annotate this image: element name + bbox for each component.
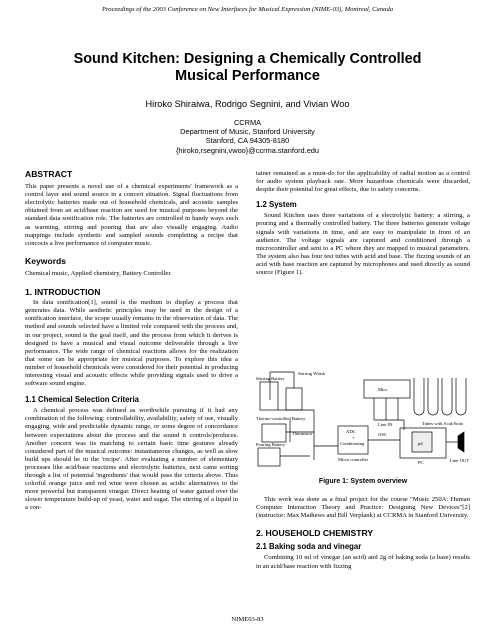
fig-label-micro: Micro controller	[338, 457, 369, 462]
fig-label-conditioning: Conditioning	[340, 441, 365, 446]
fig-label-linein: Line IN	[378, 422, 393, 427]
fig-label-pd: pd	[418, 441, 423, 446]
fig-label-lineout: Line OUT	[450, 458, 470, 463]
paper-title	[40, 51, 455, 85]
col2-after-fig-text: This work was done as a final project for the course "Music 250A: Human Computer Interaction Theory and Practice: Designing New Devices"[2] (instructor: Max Mathews and Bill Verplank) at CCRMA in Stanford University.	[256, 496, 470, 520]
col2-top-text: tainer remained as a must-do for the applicability of radial motion as a control for audio system playback rate. More hazardous chemicals were discarded, despite their potential for great effects, due to safety concerns.	[256, 170, 470, 194]
fig-label-tubes: Tubes with Acid/Soda	[422, 421, 463, 426]
figure-caption: Figure 1: System overview	[318, 478, 408, 485]
affil-email: {hiroko,rsegnini,vwoo}@ccrma.stanford.edu	[175, 145, 320, 155]
proceedings-header: Proceedings of the 2003 Conference on New Interfaces for Musical Expression (NIME-03), Montreal, Canada	[101, 6, 394, 13]
pouring-battery-shape	[258, 448, 280, 466]
abstract-text: This paper presents a novel use of a chemical experiments' framework as a control layer and sound source in a concert situation. Signal fluctuations from electrolytic batteries made out of household chemicals, and acoustic samples obtained from an acid/base reaction are used for musical purposes beyond the standard data sonification role. The batteries are controlled in handy ways such as warming, stirring and pouring that are also visually engaging. Audio mappings include synthetic and sampled sounds completing a recipe that concocts a live performance of computer music.	[25, 183, 238, 247]
fig-label-pc: PC	[418, 460, 424, 465]
fig-label-whisk: Stirring Whisk	[298, 371, 326, 376]
keywords-heading: Keywords	[25, 255, 67, 266]
test-tube-4	[456, 378, 466, 415]
fig-label-adc: ADC	[346, 429, 356, 434]
authors: Hiroko Shiraiwa, Rodrigo Segnini, and Vivian Woo	[145, 99, 350, 109]
sec12-text: Sound Kitchen uses three variations of a electrolytic battery: a stirring, a pouring and a thermally controlled battery. The three batteries generate voltage signals with variations in time, and are easy to manipulate in front of an audience. The voltage signals are captured and conditioned through a microcontroller and sent to a PC where they are mapped to musical parameters. The system also has four test tubes with acid and base. The fizzing sounds of an acid with base reaction are captured by microphones and used directly as sound source (Figure 1).	[256, 212, 470, 277]
system-overview-figure	[254, 370, 472, 470]
affiliation	[0, 118, 495, 155]
affil-group: CCRMA	[233, 118, 262, 127]
test-tube-1	[414, 378, 424, 415]
sec12-heading: 1.2 System	[256, 200, 297, 210]
sec11-text: A chemical process was defined as worthwhile pursuing if it had any combination of the following: controllability, availability, safety of use, visually engaging, wide and predictable dynamic range, or some degree of concordance between expectations about the process and the sound it controls/produces. Another concern was its matching to certain basic time gestures already considered part of the musical outcome: instantaneous changes, as well as slow build ups should be in the 'recipe'. After evaluating a number of elementary processes like acid/base reactions and electrolytic batteries, next came sorting through a list of potential 'ingredients' that would pass the criteria above. Thus colorful orange juice and red wine were chosen as acidic alternatives to the more powerful but transparent vinegar. Direct heating of water gained over the slower temperature build-up of yeast, water and sugar. The stirring of a liquid in a con-	[25, 407, 238, 512]
sec21-text: Combining 10 ml of vinegar (an acid) and 2g of baking soda (a base) results in an acid/base reaction with fizzing	[256, 554, 470, 570]
fig-label-plus: +	[352, 435, 355, 440]
affil-address: Stanford, CA 94305-8180	[205, 136, 290, 146]
intro-heading: 1. INTRODUCTION	[25, 287, 101, 298]
speaker-icon	[458, 432, 464, 452]
title-line-2: Musical Performance	[175, 68, 320, 84]
sec2-heading: 2. HOUSEHOLD CHEMISTRY	[256, 528, 374, 539]
sec21-heading: 2.1 Baking soda and vinegar	[256, 542, 362, 552]
right-column-top	[256, 170, 470, 277]
title-line-1: Sound Kitchen: Designing a Chemically Controlled	[73, 51, 422, 67]
left-column	[25, 170, 238, 512]
fig-label-thermistor: Thermistor	[292, 431, 313, 436]
page-footer: NIME03-83	[231, 616, 264, 623]
fig-label-thermo: Thermo-controlled Battery	[256, 416, 306, 421]
test-tube-3	[442, 378, 452, 415]
fig-label-stirring: Stirring Battery	[256, 376, 285, 381]
right-column-bottom	[256, 496, 470, 571]
intro-text: In data sonification[1], sound is the medium to display a process that generates data. While aesthetic principles may be used in the design of a sonification interface, the scope usually remains in the observation of data. The method and sounds selected have a limited role compared with the process and, in our project, sound is the goal itself, and the process from which it derives is designed to have a musical and visual outcome deliverable through a live performance. The wide range of chemical reactions allows for the realization that some can be appropriate for musical purposes. To explore this idea a number of household chemicals were considered for their potential in producing interesting visual and acoustic effects while providing signals used to drive a software sound engine.	[25, 299, 238, 388]
test-tube-2	[428, 378, 438, 415]
abstract-heading: ABSTRACT	[25, 169, 73, 179]
sec11-heading: 1.1 Chemical Selection Criteria	[25, 395, 139, 405]
keywords-text: Chemical music, Applied chemistry, Battery Controller.	[25, 269, 172, 277]
fig-label-pouring: Pouring Battery	[256, 442, 286, 447]
thermo-battery-shape	[262, 424, 286, 442]
affil-dept: Department of Music, Stanford University	[180, 127, 315, 137]
fig-label-osc: OSC	[378, 432, 387, 437]
fig-label-mics: Mics	[378, 387, 388, 392]
stirring-battery-shape	[260, 382, 278, 410]
